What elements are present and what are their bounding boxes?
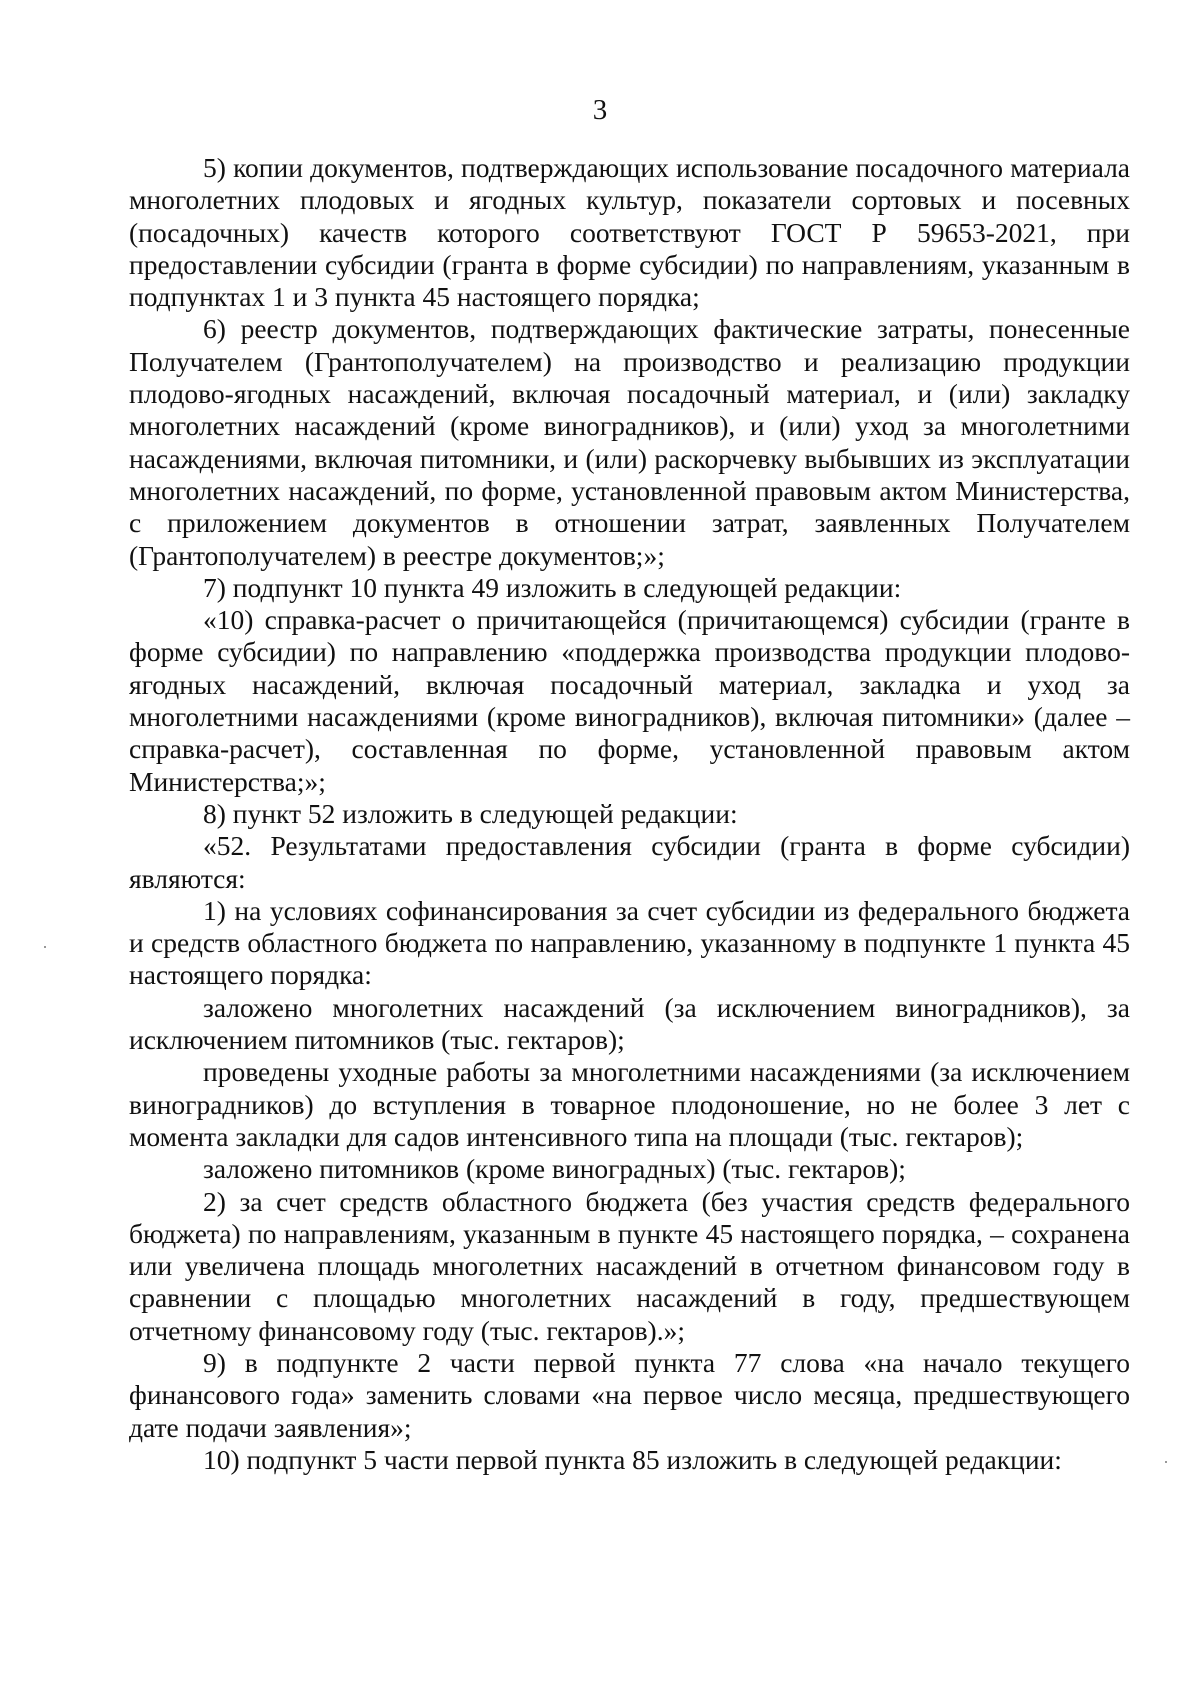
- paragraph-result-2-regional: 2) за счет средств областного бюджета (без участия средств федерального бюджета) по направлениям, указанным в пункте 45 настоящего порядка, – сохранена или увеличена площадь многолетних насаждений в отчетном финансовом году в сравнении с площадью многолетних насаждений в году, предшествующем отчетному финансовому году (тыс. гектаров).»;: [129, 1185, 1130, 1346]
- paragraph-result-maintenance: проведены уходные работы за многолетними насаждениями (за исключением виноградников) до вступления в товарное плодоношение, но не более 3 лет с момента закладки для садов интенсивного типа на площади (тыс. гектаров);: [129, 1056, 1130, 1152]
- paragraph-result-1-cofinancing: 1) на условиях софинансирования за счет субсидии из федерального бюджета и средств областного бюджета по направлению, указанному в подпункте 1 пункта 45 настоящего порядка:: [129, 894, 1130, 991]
- paragraph-item-8-point-52: 8) пункт 52 изложить в следующей редакции:: [203, 797, 738, 829]
- paragraph-item-7-subpoint-10: 7) подпункт 10 пункта 49 изложить в следующей редакции:: [203, 571, 902, 603]
- scan-speck: [44, 946, 46, 948]
- paragraph-result-nurseries: заложено питомников (кроме виноградных) (тыс. гектаров);: [203, 1153, 906, 1185]
- paragraph-quote-52-results: «52. Результатами предоставления субсидии (гранта в форме субсидии) являются:: [129, 830, 1130, 894]
- page-number: 3: [592, 94, 608, 126]
- paragraph-item-6-registry: 6) реестр документов, подтверждающих фактические затраты, понесенные Получателем (Грантополучателем) на производство и реализацию продукции плодово-ягодных насаждений, включая посадочный материал, и (или) закладку многолетних насаждений (кроме виноградников), и (или) уход за многолетними насаждениями, включая питомники, и (или) раскорчевку выбывших из эксплуатации многолетних насаждений, по форме, установленной правовым актом Министерства, с приложением документов в отношении затрат, заявленных Получателем (Грантополучателем) в реестре документов;»;: [129, 313, 1130, 571]
- document-body: [129, 152, 1130, 1476]
- paragraph-item-10-point-85: 10) подпункт 5 части первой пункта 85 изложить в следующей редакции:: [203, 1443, 1062, 1475]
- scan-speck: [1165, 1461, 1167, 1463]
- paragraph-item-9-point-77: 9) в подпункте 2 части первой пункта 77 слова «на начало текущего финансового года» заменить словами «на первое число месяца, предшествующего дате подачи заявления»;: [129, 1346, 1130, 1443]
- paragraph-item-5-copies: 5) копии документов, подтверждающих использование посадочного материала многолетних плодовых и ягодных культур, показатели сортовых и посевных (посадочных) качеств которого соответствуют ГОСТ Р 59653-2021, при предоставлении субсидии (гранта в форме субсидии) по направлениям, указанным в подпунктах 1 и 3 пункта 45 настоящего порядка;: [129, 152, 1130, 313]
- paragraph-result-planted: заложено многолетних насаждений (за исключением виноградников), за исключением питомников (тыс. гектаров);: [129, 991, 1130, 1056]
- paragraph-quote-10-calculation: «10) справка-расчет о причитающейся (причитающемся) субсидии (гранте в форме субсидии) по направлению «поддержка производства продукции плодово-ягодных насаждений, включая посадочный материал, закладка и уход за многолетними насаждениями (кроме виноградников), включая питомники» (далее – справка-расчет), составленная по форме, установленной правовым актом Министерства;»;: [129, 604, 1130, 797]
